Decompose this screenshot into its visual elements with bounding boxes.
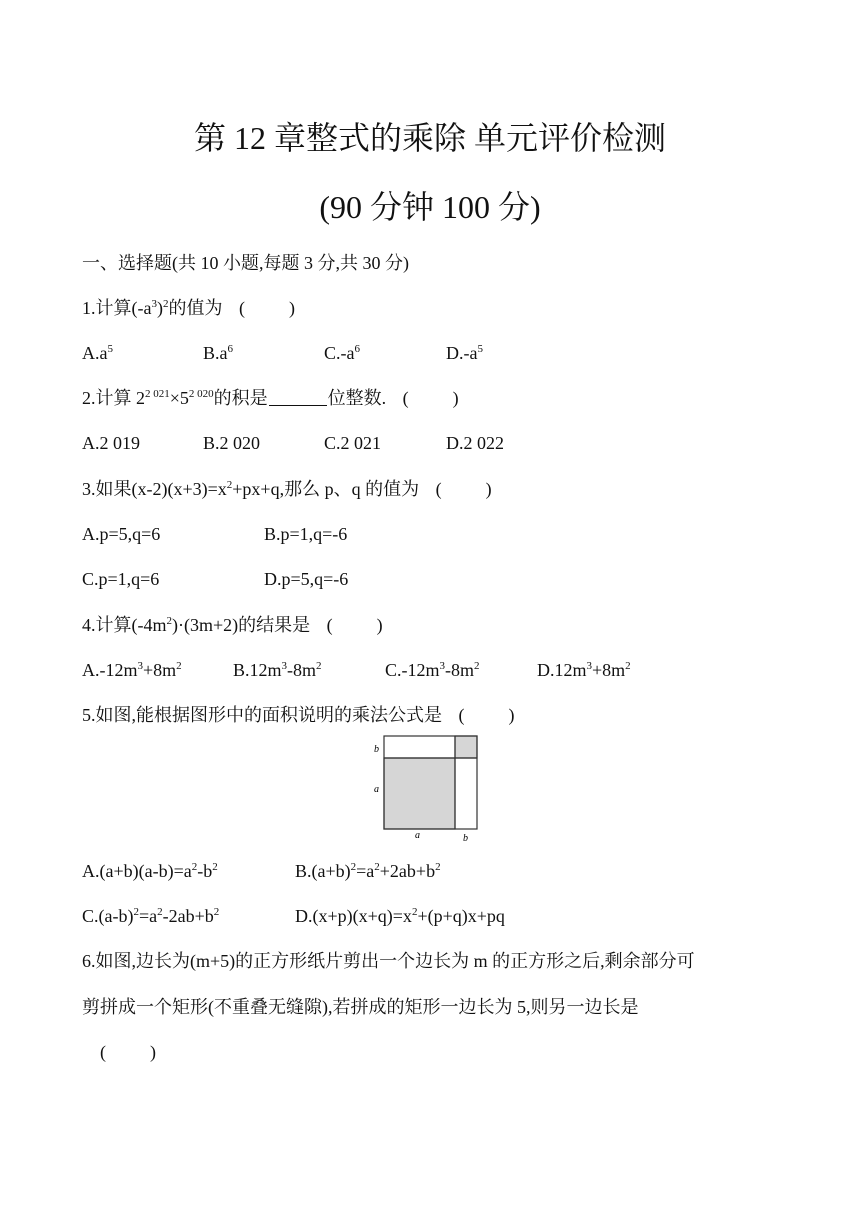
q5-option-a: $A.(a+b)(a-b)=a^2-b^2$ [82, 861, 218, 881]
q3-option-d: D.p=5,q=-6 [264, 569, 349, 589]
q4-option-b: $B.12m^3-8m^2$ [233, 660, 322, 680]
label-a-bottom: a [415, 830, 420, 841]
question-4 [82, 612, 383, 638]
q3-option-a: A.p=5,q=6 [82, 524, 161, 544]
answer-parentheses: ( ) [238, 298, 295, 318]
q2-text: 2.计算 $2^{2 021}\times 5^{2 020}$的积是 位整数. [82, 388, 387, 408]
question-6-line-1: 6.如图,边长为(m+5)的正方形纸片剪出一个边长为 m 的正方形之后,剩余部分可 [82, 951, 695, 971]
q1-option-a: $A.a^5$ [82, 343, 113, 363]
q2-option-a: A.2 019 [82, 433, 140, 453]
q3-text: 3.如果$(x-2)(x+3)=x^2+px+q$,那么 p、q 的值为 [82, 479, 420, 499]
q4-option-c: $C.-12m^3-8m^2$ [385, 660, 480, 680]
q1-option-d: $D.-a^5$ [446, 343, 483, 363]
q5-option-d: $D.(x+p)(x+q)=x^2+(p+q)x+pq$ [295, 906, 505, 926]
section-heading: 一、选择题(共 10 小题,每题 3 分,共 30 分) [82, 253, 409, 273]
answer-parentheses: ( ) [402, 388, 459, 408]
q3-option-c: C.p=1,q=6 [82, 569, 160, 589]
q4-text: 4.计算$(-4m^2)\cdot(3m+2)$的结果是 [82, 615, 311, 635]
large-square-region [384, 758, 455, 829]
answer-parentheses: ( ) [326, 615, 383, 635]
q5-text: 5.如图,能根据图形中的面积说明的乘法公式是 [82, 705, 442, 725]
question-5 [82, 702, 515, 728]
q1-text: 1.计算$(-a^3)^2$的值为 [82, 298, 223, 318]
q2-option-b: B.2 020 [203, 433, 261, 453]
question-6-line-2: 剪拼成一个矩形(不重叠无缝隙),若拼成的矩形一边长为 5,则另一边长是 [82, 997, 639, 1017]
q1-option-c: $C.-a^6$ [324, 343, 360, 363]
q2-option-d: D.2 022 [446, 433, 504, 453]
small-square-region [455, 736, 477, 758]
question-2 [82, 385, 459, 411]
answer-parentheses: ( ) [435, 479, 492, 499]
label-b-left: b [374, 744, 379, 755]
label-b-bottom: b [463, 833, 468, 844]
answer-parentheses: ( ) [458, 705, 515, 725]
page-title: 第 12 章整式的乘除 单元评价检测 [193, 120, 666, 156]
page-subtitle: (90 分钟 100 分) [319, 189, 541, 225]
answer-parentheses: ( ) [100, 1042, 156, 1062]
q5-option-b: $B.(a+b)^2=a^2+2ab+b^2$ [295, 861, 441, 881]
q3-option-b: B.p=1,q=-6 [264, 524, 348, 544]
q1-option-b: $B.a^6$ [203, 343, 233, 363]
q4-option-d: $D.12m^3+8m^2$ [537, 660, 631, 680]
area-diagram [370, 734, 482, 846]
question-3 [82, 476, 492, 502]
label-a-left: a [374, 784, 379, 795]
q2-option-c: C.2 021 [324, 433, 382, 453]
question-1 [82, 295, 295, 321]
q5-option-c: $C.(a-b)^2=a^2-2ab+b^2$ [82, 906, 220, 926]
q4-option-a: $A.-12m^3+8m^2$ [82, 660, 182, 680]
fill-blank [269, 387, 327, 406]
